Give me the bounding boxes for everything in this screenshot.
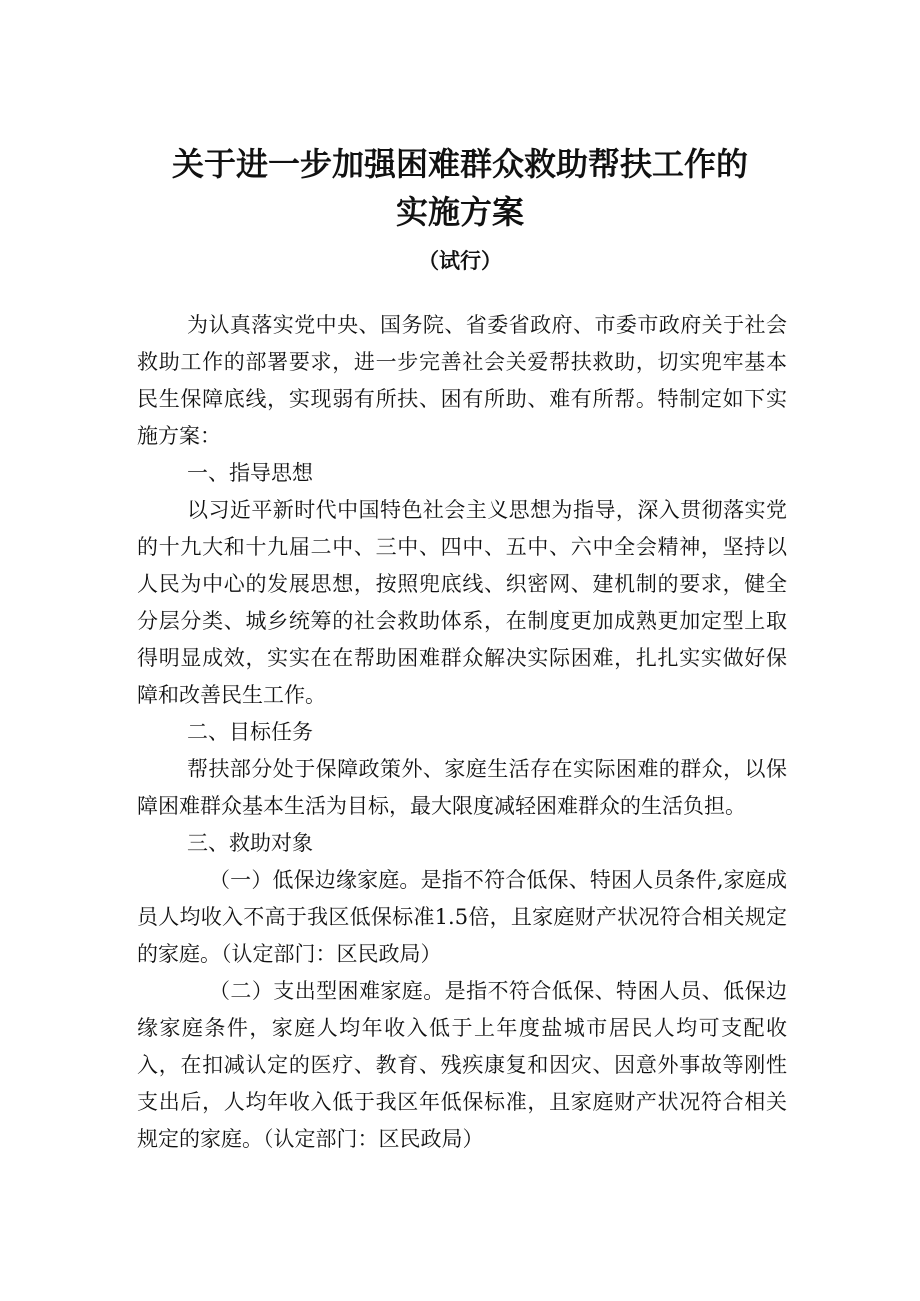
target-item-low-income-edge: （一）低保边缘家庭。是指不符合低保、特困人员条件,家庭成员人均收入不高于我区低保标准1.5倍，且家庭财产状况符合相关规定的家庭。（认定部门：区民政局） [137,868,787,966]
target-item-expenditure-hardship: （二）支出型困难家庭。是指不符合低保、特困人员、低保边缘家庭条件，家庭人均年收入低于上年度盐城市居民人均可支配收入，在扣减认定的医疗、教育、残疾康复和因灾、因意外事故等刚性支出后，人均年收入低于我区年低保标准，且家庭财产状况符合相关规定的家庭。（认定部门：区民政局） [137,979,787,1151]
section-heading-assistance-targets: 三、救助对象 [187,831,313,855]
document-body [137,307,787,1158]
section-heading-guiding-ideology: 一、指导思想 [187,461,313,485]
goals-paragraph: 帮扶部分处于保障政策外、家庭生活存在实际困难的群众，以保障困难群众基本生活为目标，最大限度减轻困难群众的生活负担。 [137,757,787,818]
section-heading-goals: 二、目标任务 [187,720,313,744]
document-title-line-2: 实施方案 [395,193,524,231]
intro-paragraph: 为认真落实党中央、国务院、省委省政府、市委市政府关于社会救助工作的部署要求，进一步完善社会关爱帮扶救助，切实兜牢基本民生保障底线，实现弱有所扶、困有所助、难有所帮。特制定如下实施方案： [137,313,787,448]
document-title-line-1: 关于进一步加强困难群众救助帮扶工作的 [171,145,748,183]
guiding-ideology-paragraph: 以习近平新时代中国特色社会主义思想为指导，深入贯彻落实党的十九大和十九届二中、三中、四中、五中、六中全会精神，坚持以人民为中心的发展思想，按照兜底线、织密网、建机制的要求，健全分层分类、城乡统筹的社会救助体系，在制度更加成熟更加定型上取得明显成效，实实在在帮助困难群众解决实际困难，扎扎实实做好保障和改善民生工作。 [137,498,787,707]
document-subtitle: （试行） [418,249,502,273]
title-block [0,140,920,276]
